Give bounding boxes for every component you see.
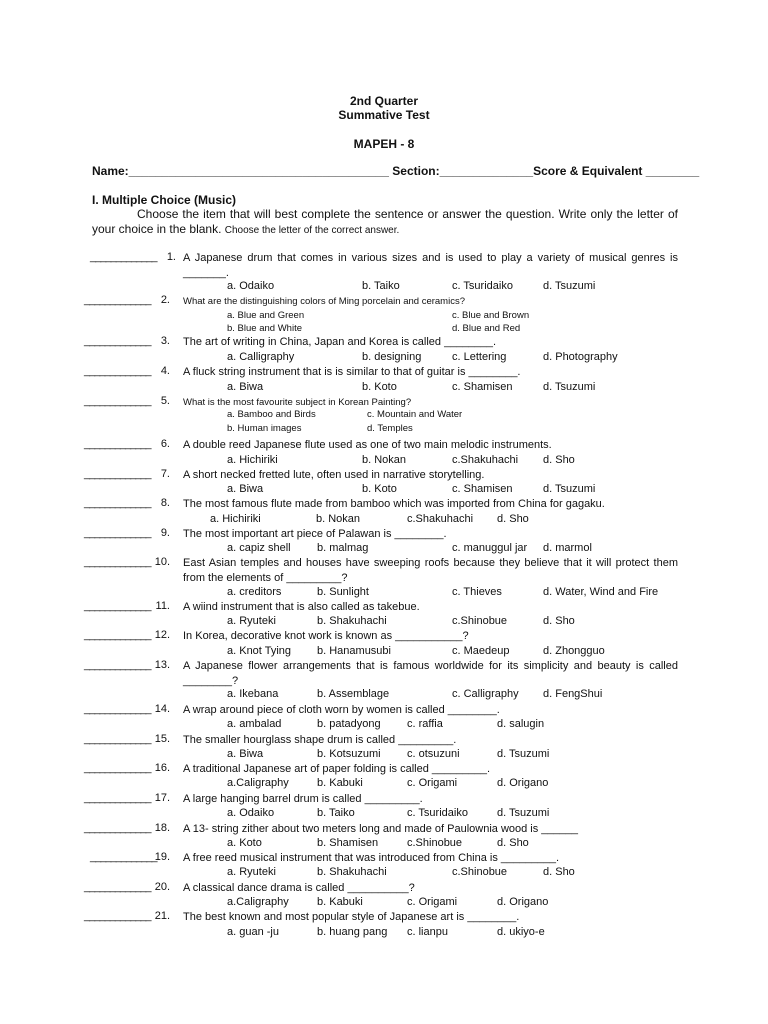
test-title: Summative Test <box>338 108 430 122</box>
question-number: 15. <box>154 733 170 745</box>
answer-option: b. malmag <box>317 542 369 554</box>
answer-option: c. Shamisen <box>452 381 513 393</box>
answer-blank[interactable]: _____________ <box>90 251 157 263</box>
question-number: 9. <box>160 527 170 539</box>
question-number: 7. <box>160 468 170 480</box>
question-stem: A double reed Japanese flute used as one of two main melodic instruments. <box>183 439 552 451</box>
answer-option: d. Origano <box>497 777 549 789</box>
answer-option: d. Tsuzumi <box>543 280 596 292</box>
answer-option: a. Odaiko <box>227 807 275 819</box>
question-stem: A free reed musical instrument that was introduced from China is _________. <box>183 852 560 864</box>
answer-option: c. lianpu <box>407 926 448 938</box>
answer-option: c. Mountain and Water <box>367 409 463 420</box>
answer-blank[interactable]: _____________ <box>84 910 151 922</box>
answer-blank[interactable]: _____________ <box>84 468 151 480</box>
answer-option: a. Blue and Green <box>227 310 305 321</box>
answer-option: b. Sunlight <box>317 586 369 598</box>
answer-option: a. Hichiriki <box>227 454 278 466</box>
instruction-text: Choose the item that will best complete the sentence or answer the question. Write only the letter of your choice in the blank. <box>92 207 678 236</box>
answer-option: c. otsuzuni <box>407 748 460 760</box>
answer-option: a. Koto <box>227 837 262 849</box>
question-stem: A traditional Japanese art of paper folding is called _________. <box>183 763 490 775</box>
question-number: 16. <box>154 762 170 774</box>
question-stem: A fluck string instrument that is is similar to that of guitar is ________. <box>183 366 521 378</box>
question-number: 10. <box>154 556 170 568</box>
answer-option: b. Taiko <box>317 807 355 819</box>
answer-option: c. Tsuridaiko <box>452 280 513 292</box>
answer-option: b. huang pang <box>317 926 388 938</box>
answer-option: d. Photography <box>543 351 618 363</box>
answer-blank[interactable]: _____________ <box>84 822 151 834</box>
answer-option: a. Hichiriki <box>210 513 261 525</box>
question-number: 18. <box>154 822 170 834</box>
answer-blank[interactable]: _____________ <box>84 881 151 893</box>
question-stem: The most important art piece of Palawan is ________. <box>183 528 447 540</box>
question-stem: The art of writing in China, Japan and Korea is called ________. <box>183 336 497 348</box>
question-stem: The smaller hourglass shape drum is called _________. <box>183 734 457 746</box>
instructions <box>92 207 678 238</box>
answer-blank[interactable]: _____________ <box>84 629 151 641</box>
answer-option: c. Maedeup <box>452 645 510 657</box>
answer-option: a. Biwa <box>227 381 264 393</box>
question-stem: What are the distinguishing colors of Ming porcelain and ceramics? <box>183 296 465 307</box>
answer-option: d. Zhongguo <box>543 645 605 657</box>
answer-blank[interactable]: _____________ <box>90 851 157 863</box>
subject-title: MAPEH - 8 <box>353 137 415 151</box>
question-number: 8. <box>160 497 170 509</box>
instruction-note: Choose the letter of the correct answer. <box>224 225 400 236</box>
question-number: 1. <box>166 251 176 263</box>
answer-option: a. Ryuteki <box>227 615 276 627</box>
answer-blank[interactable]: _____________ <box>84 703 151 715</box>
question-stem: The best known and most popular style of Japanese art is ________. <box>183 911 520 923</box>
question-stem: A wrap around piece of cloth worn by women is called ________. <box>183 704 500 716</box>
answer-option: b. Kotsuzumi <box>317 748 381 760</box>
answer-option: b. patadyong <box>317 718 381 730</box>
question-stem: A 13- string zither about two meters long and made of Paulownia wood is ______ <box>183 823 579 835</box>
answer-option: d. Origano <box>497 896 549 908</box>
question-number: 12. <box>154 629 170 641</box>
answer-option: d. marmol <box>543 542 592 554</box>
answer-option: c.Shakuhachi <box>407 513 474 525</box>
answer-option: c.Shinobue <box>452 615 508 627</box>
answer-option: c. Calligraphy <box>452 688 519 700</box>
answer-option: b. Shakuhachi <box>317 615 387 627</box>
question-number: 4. <box>160 365 170 377</box>
section-title: I. Multiple Choice (Music) <box>92 193 237 207</box>
answer-blank[interactable]: _____________ <box>84 395 151 407</box>
question-number: 20. <box>154 881 170 893</box>
answer-option: a. Bamboo and Birds <box>227 409 316 420</box>
question-stem: A Japanese flower arrangements that is famous worldwide for its simplicity and beauty is called ________? <box>183 660 678 687</box>
answer-blank[interactable]: _____________ <box>84 497 151 509</box>
answer-blank[interactable]: _____________ <box>84 438 151 450</box>
question-number: 5. <box>160 395 170 407</box>
answer-option: a. Biwa <box>227 483 264 495</box>
answer-option: c.Shinobue <box>452 866 508 878</box>
answer-blank[interactable]: _____________ <box>84 556 151 568</box>
answer-option: b. Human images <box>227 423 302 434</box>
answer-option: c. manuggul jar <box>452 542 528 554</box>
question-stem: What is the most favourite subject in Korean Painting? <box>183 397 412 408</box>
answer-option: d. Tsuzumi <box>543 381 596 393</box>
answer-option: d. salugin <box>497 718 545 730</box>
answer-option: b. Hanamusubi <box>317 645 391 657</box>
question-number: 6. <box>160 438 170 450</box>
answer-option: a. creditors <box>227 586 282 598</box>
answer-option: d. Sho <box>497 837 529 849</box>
answer-blank[interactable]: _____________ <box>84 659 151 671</box>
answer-blank[interactable]: _____________ <box>84 294 151 306</box>
question-stem: East Asian temples and houses have sweeping roofs because they believe that it will protect them from the elements of _________? <box>183 557 678 584</box>
answer-option: d. Sho <box>543 615 575 627</box>
question-number: 11. <box>155 600 170 612</box>
answer-option: b. Kabuki <box>317 896 363 908</box>
answer-option: b. Blue and White <box>227 323 302 334</box>
question-stem: A Japanese drum that comes in various sizes and is used to play a variety of musical genres is _______. <box>183 252 678 279</box>
question-stem: A wiind instrument that is also called as takebue. <box>183 601 420 613</box>
answer-option: d. ukiyo-e <box>497 926 545 938</box>
answer-option: c. Thieves <box>452 586 502 598</box>
answer-option: b. Koto <box>362 381 397 393</box>
answer-option: a. Odaiko <box>227 280 275 292</box>
answer-option: b. Taiko <box>362 280 400 292</box>
answer-option: c.Shakuhachi <box>452 454 519 466</box>
answer-option: d. FengShui <box>543 688 603 700</box>
question-stem: A large hanging barrel drum is called _________. <box>183 793 423 805</box>
question-number: 21. <box>154 910 170 922</box>
answer-blank[interactable]: _____________ <box>84 527 151 539</box>
answer-option: b. Shamisen <box>317 837 379 849</box>
answer-option: a. ambalad <box>227 718 282 730</box>
answer-option: a. Knot Tying <box>227 645 292 657</box>
answer-option: d. Sho <box>543 866 575 878</box>
answer-option: a. Calligraphy <box>227 351 295 363</box>
answer-blank[interactable]: _____________ <box>84 792 151 804</box>
answer-blank[interactable]: _____________ <box>84 365 151 377</box>
question-number: 17. <box>154 792 170 804</box>
answer-option: a.Caligraphy <box>227 896 289 908</box>
answer-option: a.Caligraphy <box>227 777 289 789</box>
answer-option: b. Koto <box>362 483 397 495</box>
answer-blank[interactable]: _____________ <box>84 335 151 347</box>
answer-option: b. Assemblage <box>317 688 390 700</box>
answer-option: d. Water, Wind and Fire <box>543 586 659 598</box>
answer-option: a. capiz shell <box>227 542 291 554</box>
question-number: 14. <box>154 703 170 715</box>
answer-option: c. Blue and Brown <box>452 310 530 321</box>
answer-option: c. Shamisen <box>452 483 513 495</box>
answer-option: d. Sho <box>543 454 575 466</box>
answer-option: b. designing <box>362 351 422 363</box>
student-info-fields: Name:_______________________________________ Section:______________Score & Equivalent ________ <box>92 164 700 178</box>
answer-option: c. raffia <box>407 718 443 730</box>
answer-option: c. Origami <box>407 896 458 908</box>
answer-blank[interactable]: _____________ <box>84 600 151 612</box>
answer-option: d. Tsuzumi <box>543 483 596 495</box>
answer-option: c. Lettering <box>452 351 507 363</box>
answer-option: d. Tsuzumi <box>497 807 550 819</box>
answer-option: d. Temples <box>367 423 413 434</box>
answer-option: d. Sho <box>497 513 529 525</box>
question-stem: The most famous flute made from bamboo which was imported from China for gagaku. <box>183 498 605 510</box>
question-number: 13. <box>154 659 170 671</box>
answer-option: b. Nokan <box>316 513 361 525</box>
answer-option: d. Blue and Red <box>452 323 521 334</box>
answer-option: d. Tsuzumi <box>497 748 550 760</box>
answer-option: a. Ryuteki <box>227 866 276 878</box>
answer-option: a. Biwa <box>227 748 264 760</box>
answer-option: c. Origami <box>407 777 458 789</box>
answer-option: c. Tsuridaiko <box>407 807 468 819</box>
answer-option: b. Shakuhachi <box>317 866 387 878</box>
answer-blank[interactable]: _____________ <box>84 733 151 745</box>
answer-option: b. Kabuki <box>317 777 363 789</box>
question-number: 19. <box>154 851 170 863</box>
answer-option: a. guan -ju <box>227 926 279 938</box>
answer-option: c.Shinobue <box>407 837 463 849</box>
question-stem: A short necked fretted lute, often used in narrative storytelling. <box>183 469 485 481</box>
answer-option: b. Nokan <box>362 454 407 466</box>
quarter-title: 2nd Quarter <box>349 94 418 108</box>
question-stem: A classical dance drama is called __________? <box>183 882 415 894</box>
question-number: 3. <box>160 335 170 347</box>
answer-option: a. Ikebana <box>227 688 279 700</box>
answer-blank[interactable]: _____________ <box>84 762 151 774</box>
question-number: 2. <box>160 294 170 306</box>
question-stem: In Korea, decorative knot work is known as ___________? <box>183 630 469 642</box>
